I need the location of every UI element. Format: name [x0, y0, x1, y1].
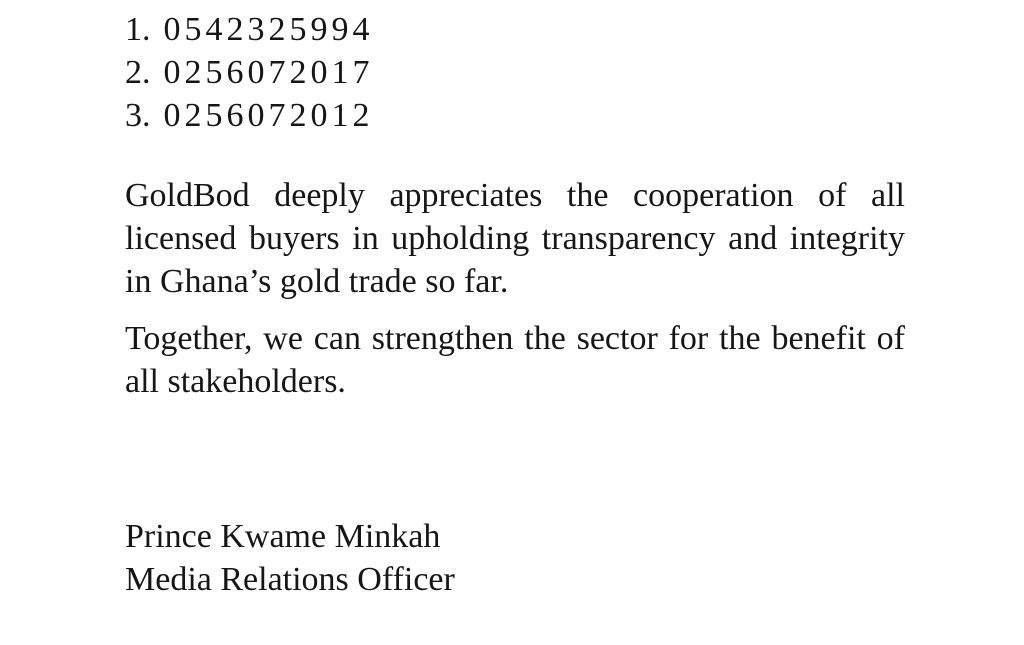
list-number-marker: 2. — [125, 54, 151, 91]
paragraph-line: Together, we can strengthen the sector for the benefit of — [125, 320, 905, 357]
signatory-title: Media Relations Officer — [125, 561, 455, 598]
signature-block — [125, 515, 905, 601]
phone-number: 0256072017 — [163, 54, 374, 91]
document-content — [125, 8, 905, 601]
paragraph-line: GoldBod deeply appreciates the cooperation of all — [125, 177, 905, 214]
paragraph-appreciation — [125, 174, 905, 303]
paragraph-together — [125, 317, 905, 403]
list-item — [125, 94, 905, 137]
phone-number: 0542325994 — [163, 11, 374, 48]
list-number-marker: 1. — [125, 11, 151, 48]
list-number-marker: 3. — [125, 97, 151, 134]
contact-number-list — [125, 8, 905, 137]
list-item — [125, 51, 905, 94]
paragraph-line: licensed buyers in upholding transparency and integrity — [125, 220, 905, 257]
paragraph-line: in Ghana’s gold trade so far. — [125, 263, 509, 300]
list-item — [125, 8, 905, 51]
phone-number: 0256072012 — [163, 97, 374, 134]
signatory-name: Prince Kwame Minkah — [125, 518, 441, 555]
paragraph-line: all stakeholders. — [125, 363, 346, 400]
